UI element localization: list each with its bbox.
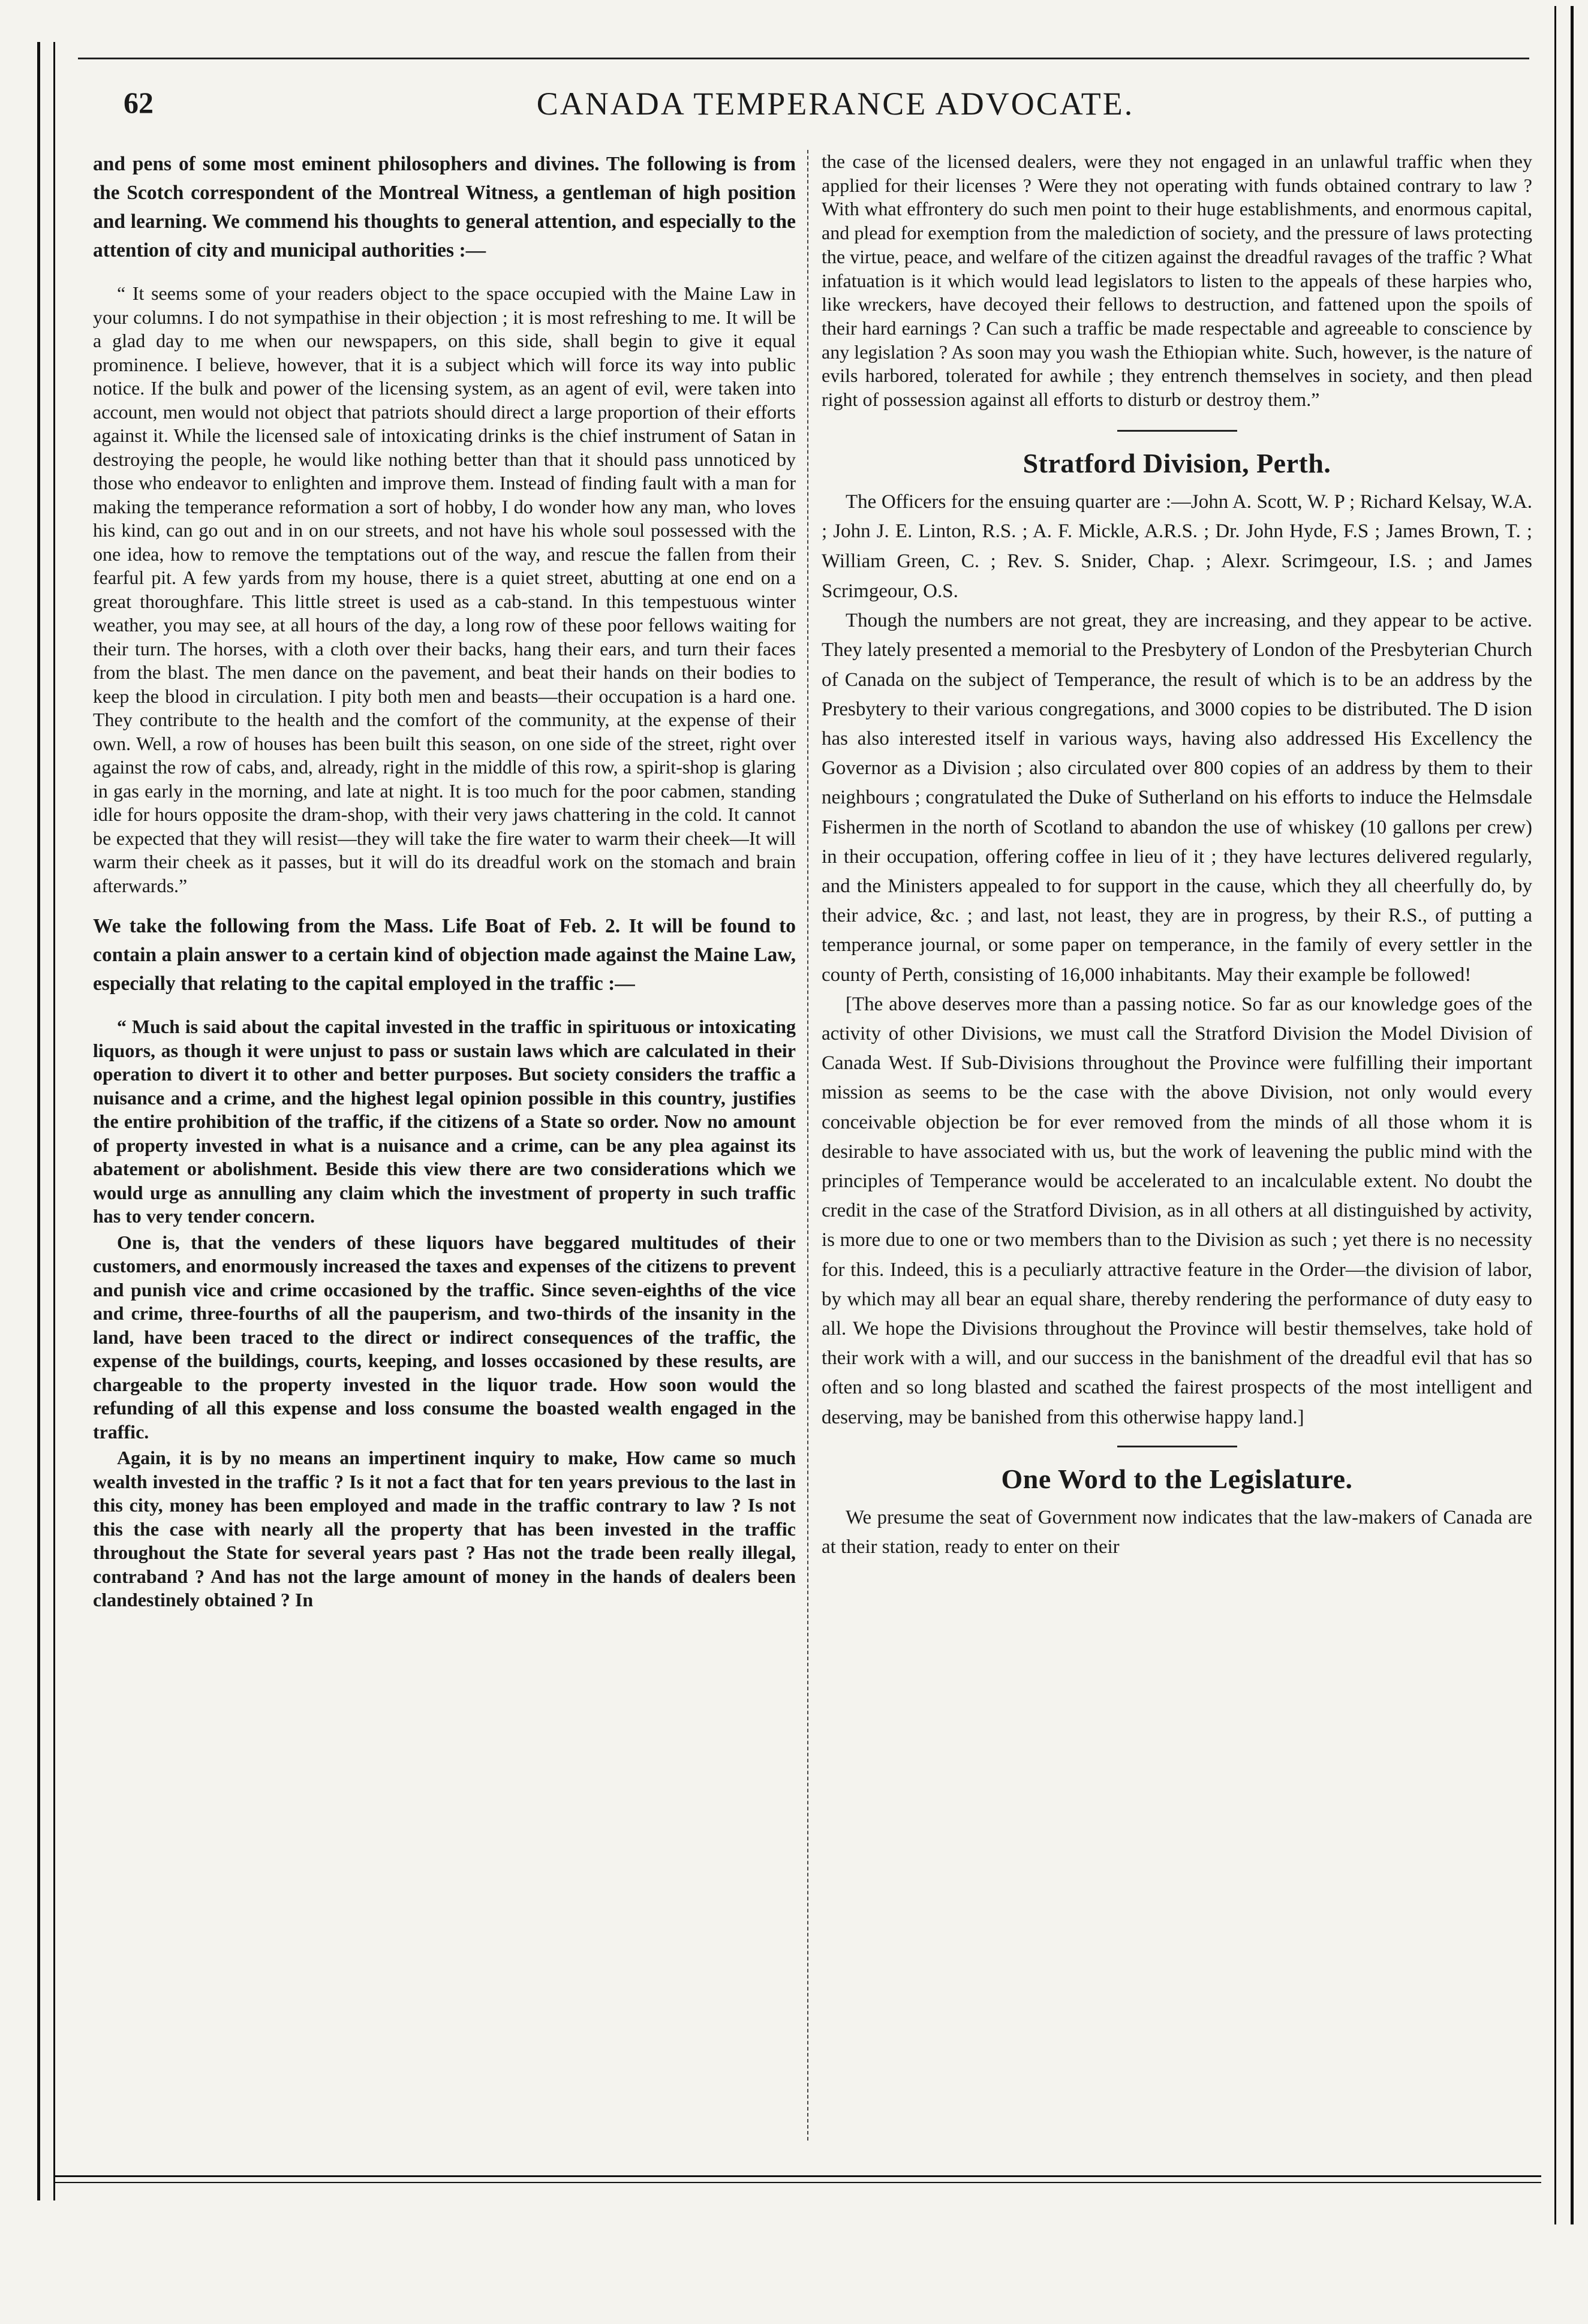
legislature-paragraph: We presume the seat of Government now indicates that the law-makers of Canada are at their station, ready to enter on their <box>822 1506 1532 1558</box>
stratford-division-heading: Stratford Division, Perth. <box>1022 447 1331 478</box>
life-boat-quote-1: “ Much is said about the capital invested in the traffic in spirituous or intoxicating liquors, as though it were unjust to pass or sustain laws which are calculated in their operation to divert it to other and better purposes. But society considers the traffic a nuisance and a crime, and the highest legal opinion possible in this country, justifies the entire prohibition of the traffic, if the citizens of a State so order. Now no amount of property invested in what is a nuisance and a crime, can be any plea against its abatement or abolishment. Beside this view there are two considerations which we would urge as annulling any claim which the investment of property in such traffic has to very tender concern. <box>93 1016 796 1227</box>
left-column <box>93 150 796 2171</box>
section-rule-2 <box>1117 1446 1237 1447</box>
life-boat-quote-2: One is, that the venders of these liquors have beggared multitudes of their customers, and enormously increased the taxes and expenses of the citizens to prevent and punish vice and crime occasioned by the traffic. Since seven-eighths of the vice and crime, three-fourths of all the pauperism, and two-thirds of the insanity in the land, have been traced to the direct or indirect consequences of the traffic, the expense of the buildings, courts, keeping, and losses occasioned by these results, are chargeable to the property invested in the liquor trade. How soon would the refunding of all this expense and loss consume the boasted wealth engaged in the traffic. <box>93 1231 796 1443</box>
editorial-note-paragraph: [The above deserves more than a passing notice. So far as our knowledge goes of the activity of other Divisions, we must call the Stratford Division the Model Division of Canada West. If Sub-Divisions throughout the Province were fulfilling their important mission as seems to be the case with the above Division, not only would every conceivable objection be for ever removed from the minds of all those whom it is desirable to have associated with us, but the work of leavening the public mind with the principles of Temperance would be accelerated to an incalculable extent. No doubt the credit in the case of the Stratford Division, as in all others at all distinguished by activity, is more due to one or two members than to the Division as such ; yet there is no necessity for this. Indeed, this is a peculiarly attractive feature in the Order—the division of labor, by which may all bear an equal share, thereby rendering the performance of duty easy to all. We hope the Divisions throughout the Province will bestir themselves, take hold of their work with a will, and our success in the banishment of the dreadful evil that has so often and so long blasted and scathed the fairest prospects of the most intelligent and deserving, may be banished from this otherwise happy land.] <box>822 993 1532 1428</box>
running-title: CANADA TEMPERANCE ADVOCATE. <box>536 86 1135 122</box>
top-rule <box>78 58 1529 59</box>
right-column <box>822 150 1532 2171</box>
section-rule-1 <box>1117 430 1237 432</box>
life-boat-quote-3: Again, it is by no means an impertinent inquiry to make, How came so much wealth invested in the traffic ? Is it not a fact that for ten years previous to the last in this city, money has been employed and made in the traffic contrary to law ? Is not this the case with nearly all the property that has been invested in the traffic throughout the State for several years past ? Has not the trade been really illegal, contraband ? And has not the large amount of money in the hands of dealers been clandestinely obtained ? In <box>93 1447 796 1610</box>
page-number: 62 <box>124 86 154 119</box>
continuation-paragraph: the case of the licensed dealers, were they not engaged in an unlawful traffic when they applied for their licenses ? Were they not operating with funds obtained contrary to law ? With what effrontery do such men point to their huge establishments, and enormous capital, and plead for exemption from the malediction of society, and the pressure of laws protecting the virtue, peace, and welfare of the citizen against the dreadful ravages of the traffic ? What infatuation is it which would lead legislators to listen to the appeals of these harpies who, like wreckers, have decoyed their fellows to destruction, and fattened upon the spoils of their hard earnings ? Can such a traffic be made respectable and agreeable to conscience by any legislation ? As soon may you wash the Ethiopian white. Such, however, is the nature of evils harbored, tolerated for awhile ; they entrench themselves in society, and then plead right of possession against all efforts to disturb or destroy them.” <box>822 150 1532 411</box>
column-divider <box>807 150 808 2141</box>
officers-paragraph: The Officers for the ensuing quarter are :—John A. Scott, W. P ; Richard Kelsay, W.A. ; John J. E. Linton, R.S. ; A. F. Mickle, A.R.S. ; Dr. John Hyde, F.S ; James Brown, T. ; William Green, C. ; Rev. S. Snider, Chap. ; Alexr. Scrimgeour, I.S. ; and James Scrimgeour, O.S. <box>822 490 1532 602</box>
life-boat-intro: We take the following from the Mass. Life Boat of Feb. 2. It will be found to contain a plain answer to a certain kind of objection made against the Maine Law, especially that relating to the capital employed in the traffic :— <box>93 915 796 995</box>
page-border-right <box>1554 6 1574 2224</box>
page-border-left <box>37 42 55 2200</box>
scotch-correspondent-quote: “ It seems some of your readers object to the space occupied with the Maine Law in your columns. I do not sympathise in their objection ; it is most refreshing to me. It will be a glad day to me when our newspapers, on this side, shall begin to give it equal prominence. I believe, however, that it is a subject which will force its way into public notice. If the bulk and power of the licensing system, as an agent of evil, were taken into account, men would not object that patriots should direct a large proportion of their efforts against it. While the licensed sale of intoxicating drinks is the chief instrument of Satan in destroying the people, he would like nothing better than that it should pass unnoticed by those who endeavor to enlighten and improve them. Instead of finding fault with a man for making the temperance reformation a sort of hobby, I do wonder how any man, who loves his kind, can go out and in on our streets, and not have his whole soul possessed with the one idea, how to remove the temptations out of the way, and rescue the fallen from their fearful pit. A few yards from my house, there is a quiet street, abutting at one end on a great thoroughfare. This little street is used as a cab-stand. In this tempestuous winter weather, you may see, at all hours of the day, a long row of these poor fellows waiting for their turn. The horses, with a cloth over their backs, hang their ears, and turn their faces from the blast. The men dance on the pavement, and beat their hands on their bodies to keep the blood in circulation. I pity both men and beasts—their occupation is a hard one. They contribute to the health and the comfort of the community, at the expense of their own. Well, a row of houses has been built this season, on one side of the street, right over against the row of cabs, and, already, right in the middle of this row, a spirit-shop is glaring in gas early in the morning, and late at night. It is too much for the poor cabmen, standing idle for hours opposite the dram-shop, with their very jaws chattering in the cold. It cannot be expected that they will resist—they will take the fire water to warm their cheek—It will warm their cheek as it passes, but it will do its dreadful work on the stomach and brain afterwards.” <box>93 282 796 896</box>
legislature-heading: One Word to the Legislature. <box>1001 1463 1353 1494</box>
division-activity-paragraph: Though the numbers are not great, they are increasing, and they appear to be active. They lately presented a memorial to the Presbytery of London of the Presbyterian Church of Canada on the subject of Temperance, the result of which is to be an address by the Presbytery to their various congregations, and 3000 copies to be distributed. The D ision has also interested itself in various ways, having also addressed His Excellency the Governor as a Division ; also circulated over 800 copies of an address by them to their neighbours ; congratulated the Duke of Sutherland on his efforts to induce the Helmsdale Fishermen in the north of Scotland to abandon the use of whiskey (10 gallons per crew) in their occupation, offering coffee in lieu of it ; they have lectures delivered regularly, and the Ministers appealed to for support in the cause, which they all cheerfully do, by their advice, &c. ; and last, not least, they are in progress, by their R.S., of putting a temperance journal, or some paper on temperance, in the family of every settler in the county of Perth, consisting of 16,000 inhabitants. May their example be followed! <box>822 610 1532 986</box>
bottom-rule <box>54 2175 1541 2183</box>
intro-paragraph: and pens of some most eminent philosophers and divines. The following is from the Scotch correspondent of the Montreal Witness, a gentleman of high position and learning. We commend his thoughts to general attention, and especially to the attention of city and municipal authorities :— <box>93 153 796 261</box>
